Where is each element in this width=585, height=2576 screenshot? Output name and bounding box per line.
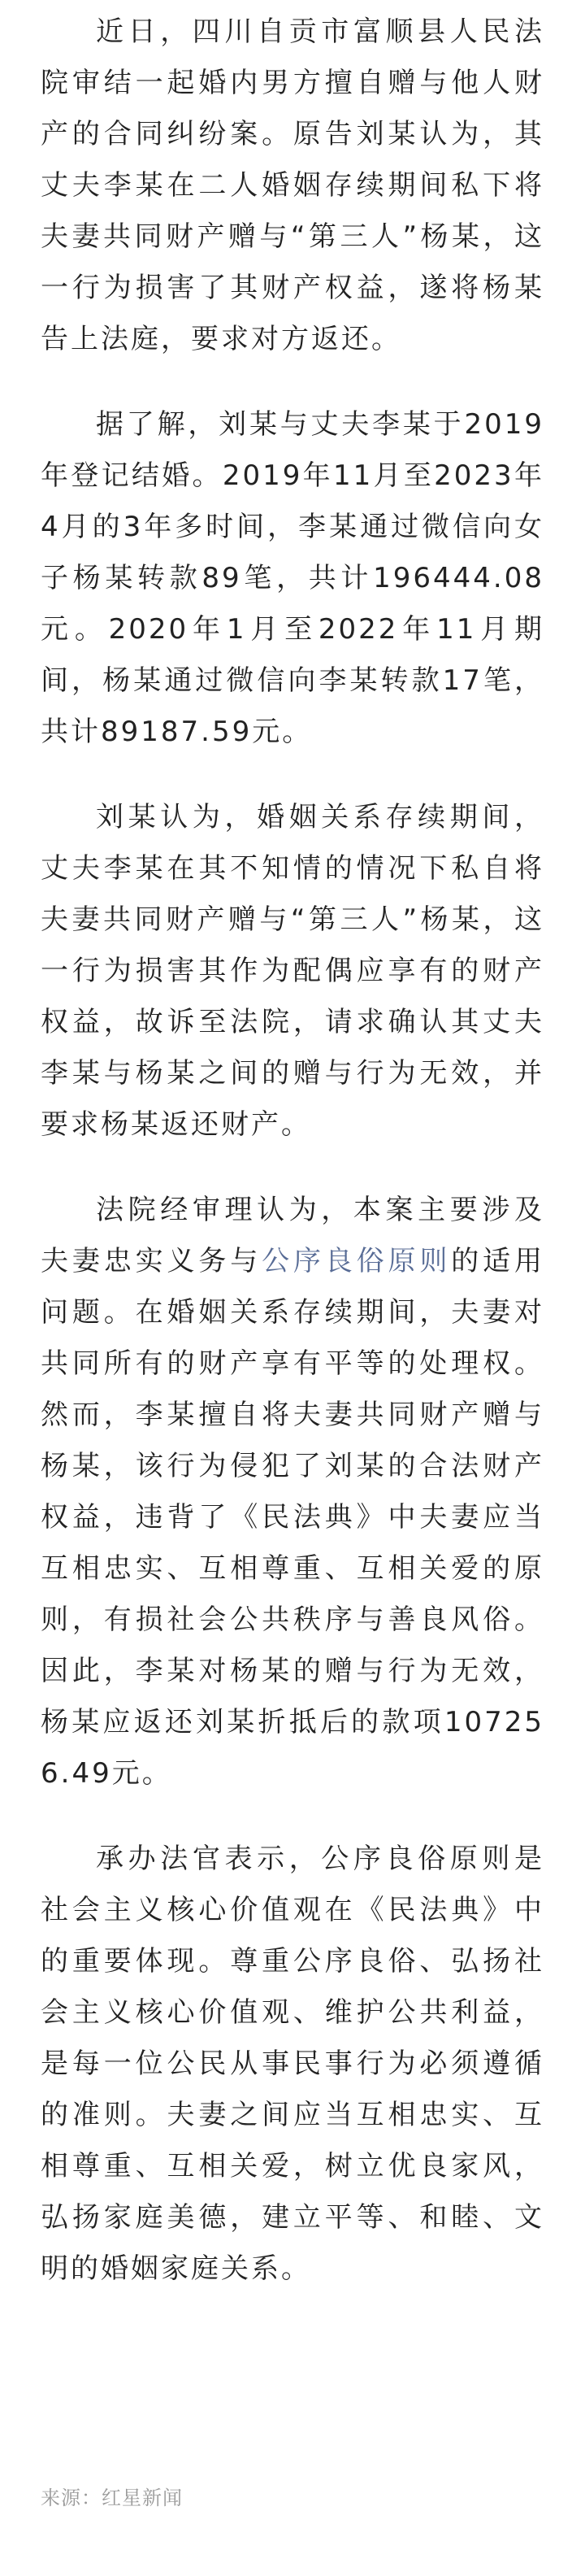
court-text-before-link: 法院经审理认为，本案主要涉及夫妻忠实义务与 (41, 1194, 544, 1277)
paragraph-intro: 近日，四川自贡市富顺县人民法院审结一起婚内男方擅自赠与他人财产的合同纠纷案。原告刘某认为，其丈夫李某在二人婚姻存续期间私下将夫妻共同财产赠与“第三人”杨某，这一行为损害了其财产权益，遂将杨某告上法庭，要求对方返还。 (41, 15, 544, 355)
court-text-after-link: 的适用问题。在婚姻关系存续期间，夫妻对共同所有的财产享有平等的处理权。然而，李某擅自将夫妻共同财产赠与杨某，该行为侵犯了刘某的合法财产权益，违背了《民法典》中夫妻应当互相忠实、互相尊重、互相关爱的原则，有损社会公共秩序与善良风俗。因此，李某对杨某的赠与行为无效，杨某应返还刘某折抵后的款项107256.49元。 (41, 1245, 545, 1790)
paragraph-judge-statement: 承办法官表示，公序良俗原则是社会主义核心价值观在《民法典》中的重要体现。尊重公序良俗、弘扬社会主义核心价值观、维护公共利益，是每一位公民从事民事行为必须遵循的准则。夫妻之间应当互相忠实、互相尊重、互相关爱，树立优良家风，弘扬家庭美德，建立平等、和睦、文明的婚姻家庭关系。 (41, 1843, 544, 2285)
public-order-link[interactable]: 公序良俗原则 (262, 1245, 452, 1277)
source-credit: 来源：红星新闻 (41, 2487, 183, 2509)
paragraph-plaintiff-claim: 刘某认为，婚姻关系存续期间，丈夫李某在其不知情的情况下私自将夫妻共同财产赠与“第三人”杨某，这一行为损害其作为配偶应享有的财产权益，故诉至法院，请求确认其丈夫李某与杨某之间的赠与行为无效，并要求杨某返还财产。 (41, 801, 544, 1141)
paragraph-transfers: 据了解，刘某与丈夫李某于2019年登记结婚。2019年11月至2023年4月的3年多时间，李某通过微信向女子杨某转款89笔，共计196444.08元。2020年1月至2022年11月期间，杨某通过微信向李某转款17笔，共计89187.59元。 (41, 408, 544, 748)
paragraph-court-ruling (41, 1185, 544, 1799)
